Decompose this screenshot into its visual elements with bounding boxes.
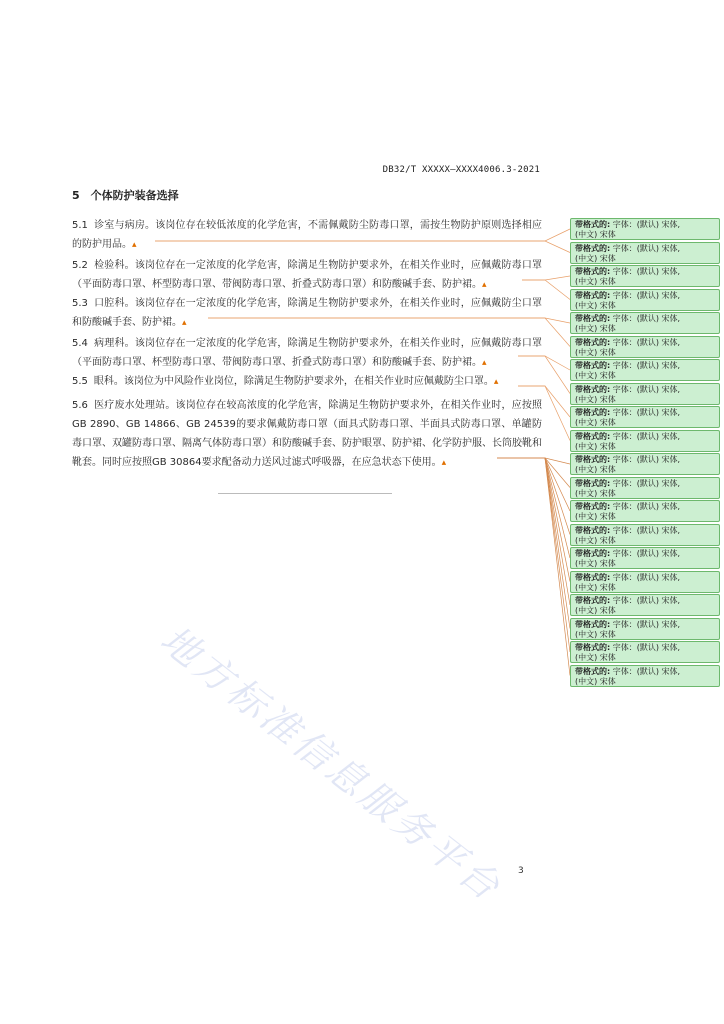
comment-leader-line <box>518 386 570 417</box>
balloon-label: 带格式的: <box>575 549 611 558</box>
comment-leader-line <box>497 458 570 511</box>
balloon-text: 字体：(默认) 宋体, <box>610 314 681 323</box>
format-comment-balloon[interactable] <box>570 524 720 546</box>
format-comment-balloon[interactable] <box>570 665 720 687</box>
balloon-label: 带格式的: <box>575 666 611 676</box>
format-comment-balloon[interactable] <box>570 453 720 475</box>
balloon-text: 字体：(默认) 宋体, <box>610 243 681 253</box>
balloon-text: 字体：(默认) 宋体, <box>610 596 681 605</box>
comment-leader-line <box>518 356 570 394</box>
comment-leader-line <box>518 356 570 370</box>
clause-number: 5.6 <box>72 400 88 411</box>
balloon-text: 字体：(默认) 宋体, <box>610 361 681 370</box>
balloon-text: 字体：(默认) 宋体, <box>610 643 681 652</box>
format-comment-balloon[interactable] <box>570 477 720 499</box>
format-comment-balloon[interactable] <box>570 618 720 640</box>
clause-number: 5.1 <box>72 220 88 231</box>
format-comment-balloon[interactable] <box>570 359 720 381</box>
balloon-text: (中文) 宋体 <box>575 488 616 498</box>
balloon-label: 带格式的: <box>575 502 611 511</box>
comment-leader-line <box>497 458 570 535</box>
format-comment-balloon[interactable] <box>570 242 720 264</box>
comment-leader-line <box>208 318 570 347</box>
balloon-text: (中文) 宋体 <box>575 324 616 333</box>
balloon-label: 带格式的: <box>575 408 611 417</box>
balloon-text: (中文) 宋体 <box>575 253 616 263</box>
format-comment-balloon[interactable] <box>570 383 720 405</box>
balloon-label: 带格式的: <box>575 384 611 394</box>
balloon-text: 字体：(默认) 宋体, <box>610 666 681 676</box>
revision-marker-icon: ▴ <box>482 358 487 368</box>
balloon-text: 字体：(默认) 宋体, <box>610 220 681 229</box>
comment-leader-line <box>522 280 570 300</box>
balloon-text: 字体：(默认) 宋体, <box>610 290 681 300</box>
balloon-label: 带格式的: <box>575 643 611 652</box>
comment-leader-line <box>518 386 570 441</box>
balloon-text: 字体：(默认) 宋体, <box>610 572 681 582</box>
balloon-text: (中文) 宋体 <box>575 441 616 451</box>
comment-leader-line <box>497 458 570 464</box>
balloon-text: (中文) 宋体 <box>575 300 616 310</box>
format-comment-balloon[interactable] <box>570 312 720 334</box>
revision-marker-icon: ▴ <box>441 458 447 468</box>
format-comment-balloon[interactable] <box>570 289 720 311</box>
balloon-label: 带格式的: <box>575 220 611 229</box>
clause-text: 医疗废水处理站。该岗位存在较高浓度的化学危害，除满足生物防护要求外，在相关作业时，应按照GB 2890、GB 14866、GB 24539的要求佩戴防毒口罩（面具式防毒口罩、半面具式防毒口罩、单罐防毒口罩、双罐防毒口罩、隔离气体防毒口罩）和防酸碱手套、防护眼罩、防护裙、化学防护服、长筒胶靴和靴套。同时应按照GB 30864要求配备动力送风过滤式呼吸器，在应急状态下使用。 <box>72 400 542 468</box>
balloon-text: (中文) 宋体 <box>575 629 616 639</box>
clause-number: 5.2 <box>72 260 88 271</box>
format-comment-balloon[interactable] <box>570 218 720 240</box>
balloon-label: 带格式的: <box>575 337 611 347</box>
balloon-label: 带格式的: <box>575 243 611 253</box>
balloon-text: 字体：(默认) 宋体, <box>610 478 681 488</box>
revision-marker-icon: ▴ <box>493 377 499 387</box>
watermark: 地方标准信息服务平台 <box>152 617 511 911</box>
balloon-text: (中文) 宋体 <box>575 371 616 380</box>
clause-number: 5.5 <box>72 376 88 387</box>
balloon-label: 带格式的: <box>575 455 611 464</box>
balloon-text: (中文) 宋体 <box>575 347 616 357</box>
page-number: 3 <box>518 866 524 876</box>
balloon-text: 字体：(默认) 宋体, <box>610 267 681 276</box>
clause-text: 诊室与病房。该岗位存在较低浓度的化学危害，不需佩戴防尘防毒口罩，需按生物防护原则选择相应的防护用品。 <box>72 220 542 250</box>
revision-marker-icon: ▴ <box>132 240 137 250</box>
balloon-label: 带格式的: <box>575 525 611 535</box>
comment-leader-line <box>497 458 570 558</box>
balloon-text: (中文) 宋体 <box>575 535 616 545</box>
comment-leader-line <box>208 318 570 323</box>
balloon-text: 字体：(默认) 宋体, <box>610 431 681 441</box>
balloon-label: 带格式的: <box>575 431 611 441</box>
format-comment-balloon[interactable] <box>570 406 720 428</box>
format-comment-balloon[interactable] <box>570 594 720 616</box>
balloon-label: 带格式的: <box>575 572 611 582</box>
comment-leader-line <box>155 229 570 241</box>
clause-text: 口腔科。该岗位存在一定浓度的化学危害，除满足生物防护要求外，在相关作业时，应佩戴防尘口罩和防酸碱手套、防护裙。 <box>72 298 542 328</box>
format-comment-balloon[interactable] <box>570 265 720 287</box>
balloon-text: (中文) 宋体 <box>575 465 616 474</box>
balloon-text: 字体：(默认) 宋体, <box>610 525 681 535</box>
format-comment-balloon[interactable] <box>570 641 720 663</box>
clause-number: 5.4 <box>72 338 88 349</box>
format-comment-balloon[interactable] <box>570 430 720 452</box>
balloon-text: 字体：(默认) 宋体, <box>610 619 681 629</box>
balloon-label: 带格式的: <box>575 314 611 323</box>
balloon-text: (中文) 宋体 <box>575 676 616 686</box>
comment-leader-line <box>155 241 570 253</box>
balloon-label: 带格式的: <box>575 290 611 300</box>
comment-leader-line <box>497 458 570 629</box>
comment-leader-line <box>497 458 570 488</box>
balloon-text: (中文) 宋体 <box>575 606 616 615</box>
balloon-text: 字体：(默认) 宋体, <box>610 502 681 511</box>
balloon-text: (中文) 宋体 <box>575 512 616 521</box>
balloon-text: (中文) 宋体 <box>575 653 616 662</box>
balloon-text: 字体：(默认) 宋体, <box>610 549 681 558</box>
balloon-label: 带格式的: <box>575 596 611 605</box>
revision-marker-icon: ▴ <box>482 280 487 290</box>
document-code-header: DB32/T XXXXX—XXXX4006.3-2021 <box>382 165 540 175</box>
balloon-text: 字体：(默认) 宋体, <box>610 337 681 347</box>
balloon-label: 带格式的: <box>575 361 611 370</box>
balloon-text: 字体：(默认) 宋体, <box>610 455 681 464</box>
balloon-text: (中文) 宋体 <box>575 559 616 568</box>
format-comment-balloon[interactable] <box>570 500 720 522</box>
balloon-label: 带格式的: <box>575 267 611 276</box>
balloon-text: (中文) 宋体 <box>575 277 616 286</box>
format-comment-balloon[interactable] <box>570 336 720 358</box>
balloon-text: 字体：(默认) 宋体, <box>610 408 681 417</box>
format-comment-balloon[interactable] <box>570 571 720 593</box>
comment-leader-line <box>497 458 570 582</box>
balloon-text: (中文) 宋体 <box>575 230 616 239</box>
format-comment-balloon[interactable] <box>570 547 720 569</box>
clause-text: 检验科。该岗位存在一定浓度的化学危害，除满足生物防护要求外，在相关作业时，应佩戴防毒口罩（平面防毒口罩、杯型防毒口罩、带阀防毒口罩、折叠式防毒口罩）和防酸碱手套、防护裙。 <box>72 260 542 290</box>
clause-text: 眼科。该岗位为中风险作业岗位，除满足生物防护要求外，在相关作业时应佩戴防尘口罩。 <box>93 376 494 387</box>
balloon-text: 字体：(默认) 宋体, <box>610 384 681 394</box>
balloon-label: 带格式的: <box>575 478 611 488</box>
balloon-label: 带格式的: <box>575 619 611 629</box>
clause-number: 5.3 <box>72 298 88 309</box>
balloon-text: (中文) 宋体 <box>575 394 616 404</box>
balloon-text: (中文) 宋体 <box>575 582 616 592</box>
balloon-text: (中文) 宋体 <box>575 418 616 427</box>
clause-text: 病理科。该岗位存在一定浓度的化学危害，除满足生物防护要求外，在相关作业时，应佩戴防毒口罩（平面防毒口罩、杯型防毒口罩、带阀防毒口罩、折叠式防毒口罩）和防酸碱手套、防护裙。 <box>72 338 542 368</box>
revision-marker-icon: ▴ <box>182 318 187 328</box>
comment-leader-line <box>522 276 570 280</box>
section-title: 5 个体防护装备选择 <box>72 189 179 202</box>
